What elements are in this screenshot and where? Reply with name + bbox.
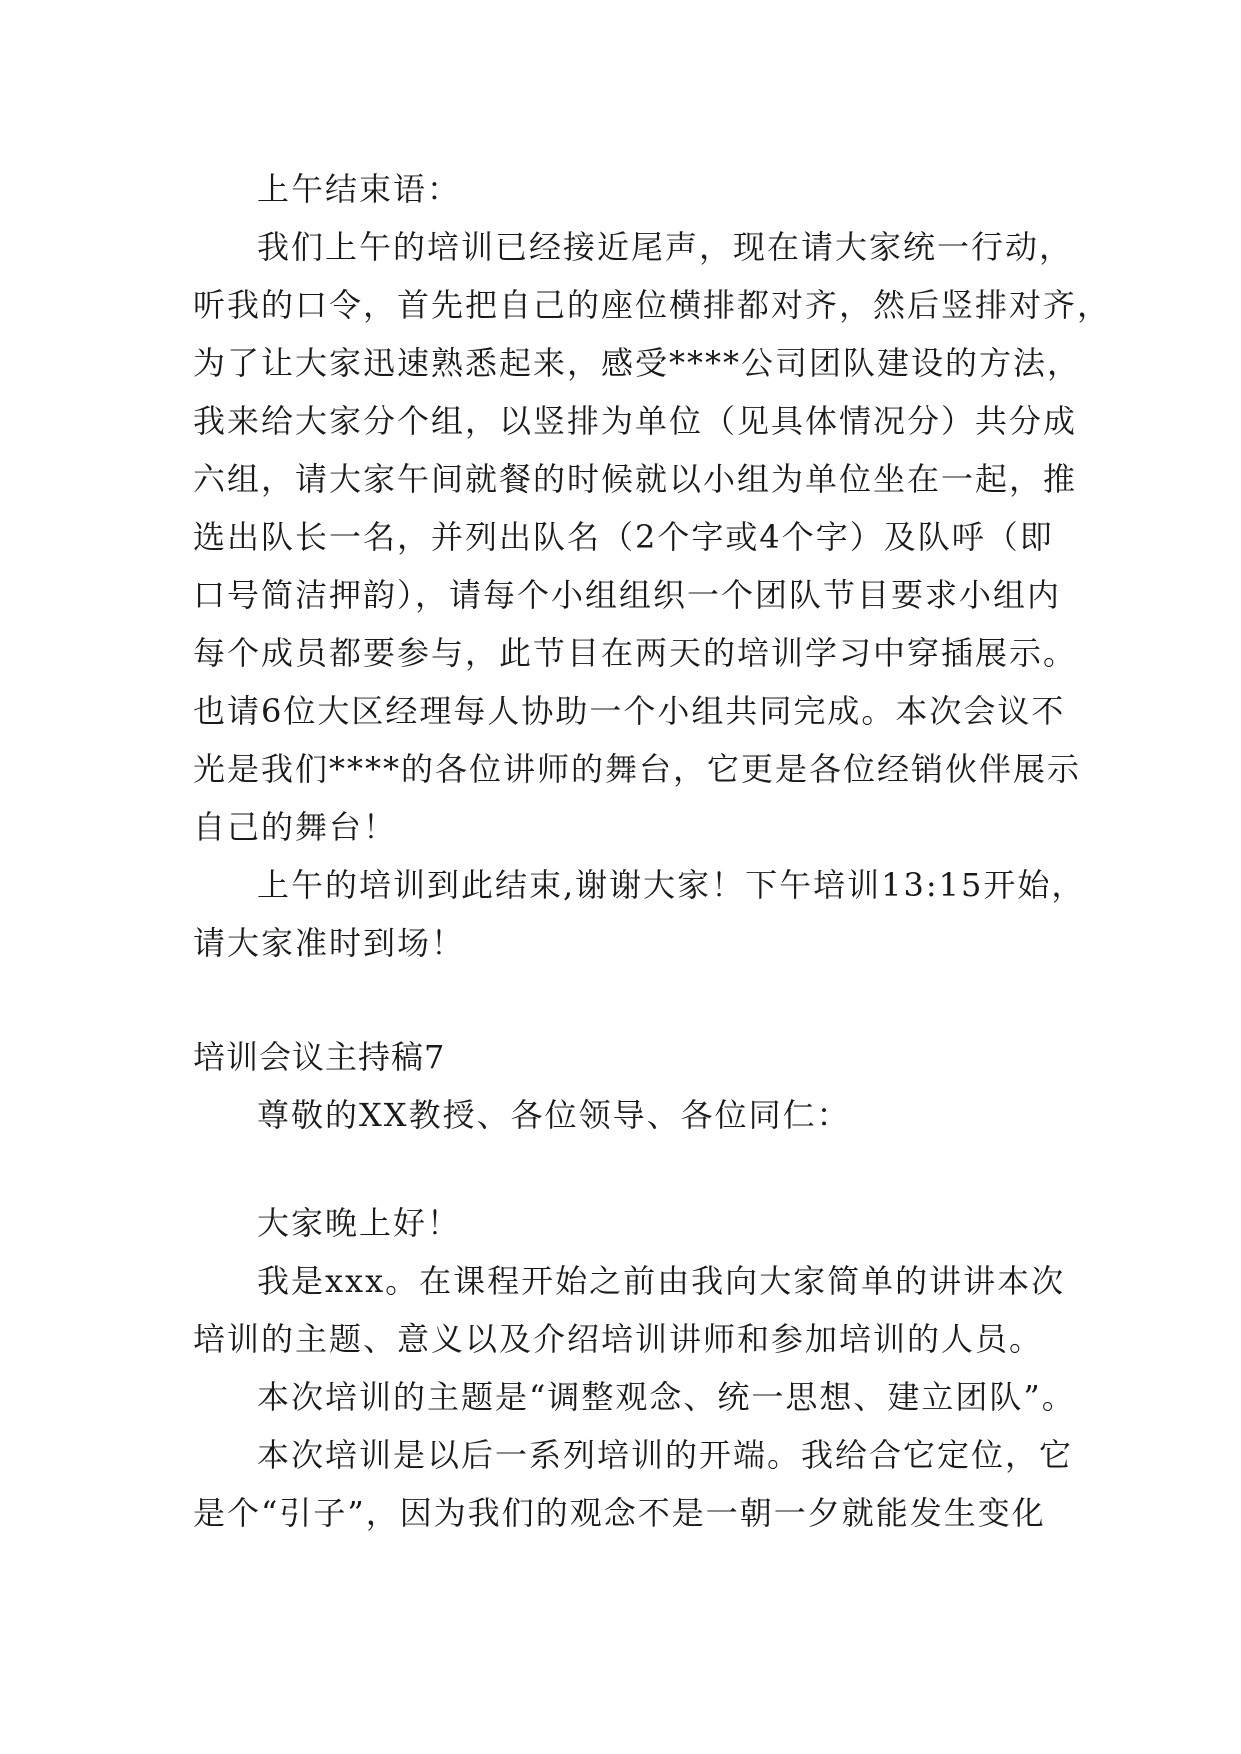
- paragraph: [193, 1426, 1073, 1542]
- paragraph-line: 六组，请大家午间就餐的时候就以小组为单位坐在一起，推: [193, 460, 1078, 498]
- paragraph-line: 选出队长一名，并列出队名（2个字或4个字）及队呼（即: [193, 518, 1054, 556]
- paragraph-line: 本次培训的主题是“调整观念、统一思想、建立团队”。: [257, 1378, 1076, 1416]
- paragraph-line: 我们上午的培训已经接近尾声，现在请大家统一行动，: [257, 228, 1074, 266]
- paragraph-line: 我是xxx。在课程开始之前由我向大家简单的讲讲本次: [257, 1262, 1066, 1300]
- paragraph: [193, 856, 1086, 972]
- paragraph: [193, 218, 1112, 856]
- paragraph-line: 也请6位大区经理每人协助一个小组共同完成。本次会议不: [193, 692, 1066, 730]
- paragraph-line: 听我的口令，首先把自己的座位横排都对齐，然后竖排对齐，: [193, 286, 1112, 324]
- section-title: 培训会议主持稿7: [193, 1038, 446, 1076]
- greeting: 大家晚上好！: [257, 1204, 462, 1242]
- salutation: 尊敬的XX教授、各位领导、各位同仁：: [257, 1096, 851, 1134]
- paragraph-line: 上午的培训到此结束,谢谢大家！下午培训13:15开始，: [257, 866, 1086, 904]
- document-page: [193, 160, 1112, 1542]
- paragraph-line: 自己的舞台！: [193, 808, 398, 846]
- paragraph-line: 口号简洁押韵），请每个小组组织一个团队节目要求小组内: [193, 576, 1062, 614]
- paragraph-line: 是个“引子”，因为我们的观念不是一朝一夕就能发生变化: [193, 1494, 1046, 1532]
- paragraph-line: 请大家准时到场！: [193, 924, 466, 962]
- paragraph: [193, 1252, 1073, 1368]
- section-heading: 上午结束语：: [257, 170, 462, 208]
- paragraph-line: 为了让大家迅速熟悉起来，感受****公司团队建设的方法，: [193, 344, 1082, 382]
- paragraph-line: 光是我们****的各位讲师的舞台，它更是各位经销伙伴展示: [193, 750, 1082, 788]
- paragraph-line: 我来给大家分个组，以竖排为单位（见具体情况分）共分成: [193, 402, 1078, 440]
- paragraph-line: 培训的主题、意义以及介绍培训讲师和参加培训的人员。: [193, 1320, 1044, 1358]
- paragraph-line: 本次培训是以后一系列培训的开端。我给合它定位，它: [257, 1436, 1074, 1474]
- paragraph-line: 每个成员都要参与，此节目在两天的培训学习中穿插展示。: [193, 634, 1078, 672]
